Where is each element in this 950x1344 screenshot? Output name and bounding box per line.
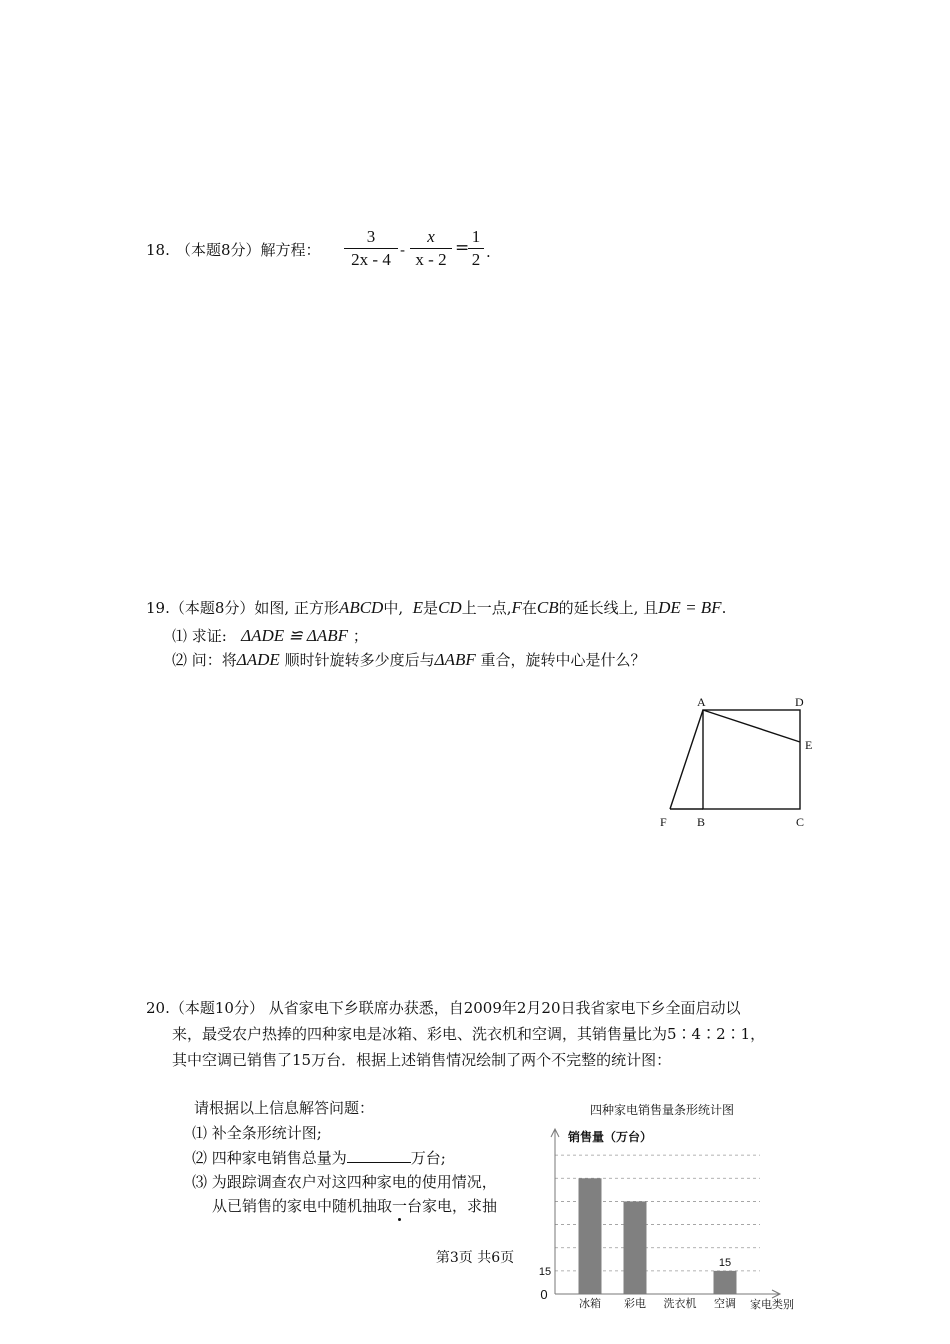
- y-tick-label: 0: [540, 1287, 548, 1302]
- q19-line-2: ⑴ 求证: ΔADE ≌ ΔABF ；: [172, 626, 368, 645]
- q18-fraction-3: [468, 226, 484, 271]
- bar-data-label: 15: [718, 1256, 732, 1269]
- q18-frac3-numerator: 1: [471, 227, 481, 246]
- chart-category-labels: [579, 1296, 736, 1310]
- sales-bar-chart: [530, 1095, 830, 1320]
- q20-line-1: 20.（本题10分） 从省家电下乡联席办获悉，自2009年2月20日我省家电下乡全面启动以: [146, 999, 741, 1017]
- label-a: A: [697, 695, 706, 709]
- q18-equals: =: [455, 238, 470, 258]
- bar-3: [714, 1271, 737, 1294]
- label-d: D: [795, 695, 804, 709]
- chart-y-axis-label: 销售量（万台）: [568, 1130, 653, 1144]
- label-c: C: [796, 815, 805, 829]
- q18-fraction-2: [410, 226, 452, 271]
- category-label: 冰箱: [579, 1297, 601, 1310]
- q19-line-1: 19.（本题8分）如图, 正方形ABCD中, E是CD上一点,F在CB的延长线上, 且DE = BF.: [146, 598, 727, 617]
- q18-frac2-denominator: x - 2: [415, 250, 447, 269]
- q20-item-2: ⑵ 四种家电销售总量为 万台;: [192, 1149, 446, 1167]
- q20-item-3a: ⑶ 为跟踪调查农户对这四种家电的使用情况，: [192, 1173, 497, 1191]
- emphasis-dot-char: 一: [392, 1197, 408, 1215]
- segment-ae: [703, 710, 800, 742]
- segment-af: [670, 710, 703, 809]
- y-tick-label: 15: [538, 1265, 552, 1278]
- chart-bars: [579, 1178, 737, 1294]
- q20-line-3: 其中空调已销售了15万台．根据上述销售情况绘制了两个不完整的统计图：: [172, 1051, 672, 1069]
- q20-line-2: 来，最受农户热捧的四种家电是冰箱、彩电、洗衣机和空调，其销售量比为5∶4∶2∶1，: [172, 1025, 766, 1043]
- category-label: 彩电: [624, 1297, 646, 1310]
- q18-frac2-numerator: x: [427, 227, 435, 246]
- q18-frac1-denominator: 2x - 4: [351, 250, 391, 269]
- q18-instruction: （本题8分）解方程：: [176, 241, 321, 259]
- q18-frac1-numerator: 3: [366, 227, 376, 246]
- label-f: F: [660, 815, 667, 829]
- q20-prompt: 请根据以上信息解答问题：: [194, 1099, 375, 1117]
- page-footer: 第3页 共6页: [435, 1250, 515, 1266]
- label-e: E: [805, 738, 813, 752]
- square-abcd: [703, 710, 800, 809]
- chart-title: 四种家电销售量条形统计图: [589, 1103, 735, 1117]
- chart-x-axis-label: 家电类别: [750, 1298, 794, 1311]
- q18-fraction-1: [344, 226, 398, 271]
- q20-item-1: ⑴ 补全条形统计图;: [192, 1124, 322, 1142]
- q18-frac3-denominator: 2: [471, 250, 481, 269]
- q18-period: .: [486, 243, 491, 261]
- q20-item-3b: 从已销售的家电中随机抽取一台家电，求抽: [212, 1197, 498, 1215]
- q18-number: 18.: [146, 241, 170, 259]
- answer-blank: [347, 1148, 411, 1163]
- category-label: 空调: [714, 1297, 736, 1310]
- category-label: 洗衣机: [663, 1297, 697, 1310]
- bar-0: [579, 1178, 602, 1294]
- q19-line-3: ⑵ 问：将ΔADE 顺时针旋转多少度后与ΔABF 重合，旋转中心是什么？: [172, 650, 646, 669]
- q19-geometry-figure: [650, 690, 825, 835]
- q18-minus: -: [400, 241, 406, 259]
- label-b: B: [697, 815, 706, 829]
- chart-tick-labels: [539, 1266, 551, 1302]
